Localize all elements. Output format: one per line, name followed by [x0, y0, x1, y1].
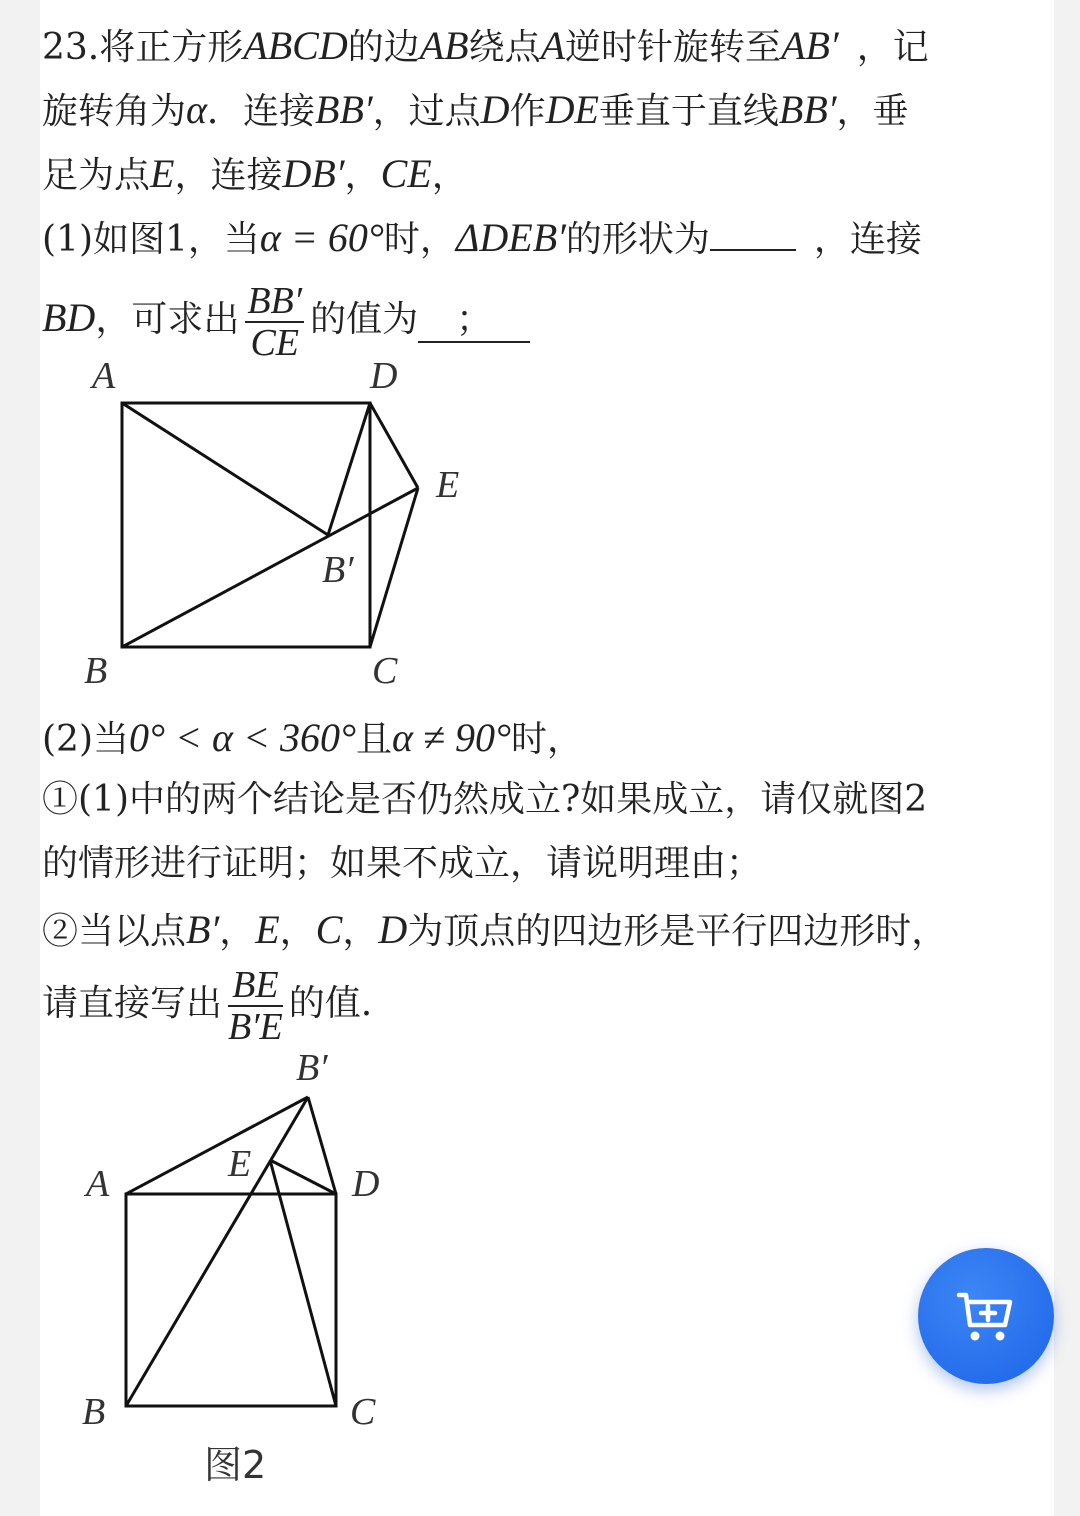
figure-2: [0, 1040, 460, 1500]
segment-db-prime: [328, 403, 370, 535]
answer-blank-shape: [710, 249, 796, 251]
add-to-cart-button[interactable]: [918, 1248, 1054, 1384]
figure-2-label-e: E: [228, 1143, 252, 1185]
figure-1-label-a: A: [92, 355, 116, 397]
problem-line-2: 旋转角为α．连接BB′，过点D作DE垂直于直线BB′，垂: [42, 87, 909, 132]
part-2-line: (2)当0° < α < 360°且α ≠ 90°时，: [42, 715, 583, 760]
line-bb-prime: [126, 1097, 308, 1406]
figure-1-label-c: C: [372, 650, 398, 692]
figure-2-label-b: B: [82, 1391, 106, 1433]
line-bb-prime-e: [122, 488, 418, 647]
figure-1-label-d: D: [370, 355, 398, 397]
segment-de: [370, 403, 418, 488]
question-2-line-2: 请直接写出 $\frac{BE}{B'E}$ 的值.: [42, 964, 373, 1048]
segment-b-prime-d: [308, 1097, 336, 1194]
figure-2-label-b-prime: B′: [296, 1047, 328, 1089]
problem-line-3: 足为点E，连接DB′，CE，: [42, 151, 468, 196]
question-2-line-1: ②当以点B′，E，C，D为顶点的四边形是平行四边形时，: [42, 907, 948, 952]
square-abcd: [122, 403, 370, 647]
cart-plus-icon: [955, 1285, 1017, 1347]
figure-1-label-b: B: [84, 650, 108, 692]
answer-blank-ratio: ；: [418, 298, 530, 343]
segment-ab-prime: [122, 403, 328, 535]
figure-1-label-b-prime: B′: [322, 549, 354, 591]
segment-ce: [370, 488, 418, 647]
part-1-line-2: BD，可求出 $\frac{BB'}{CE}$ 的值为 ；: [42, 282, 530, 362]
fraction-be-over-bpe: $\frac{BE}{B'E}$: [228, 964, 283, 1048]
segment-ce: [270, 1160, 336, 1406]
figure-1-lines: [122, 403, 418, 647]
problem-line-1: 23.将正方形ABCD的边AB绕点A逆时针旋转至AB′ ，记: [42, 23, 929, 68]
question-1-line-1: ①(1)中的两个结论是否仍然成立?如果成立，请仅就图2: [42, 779, 928, 820]
figure-1-label-e: E: [436, 464, 460, 506]
figure-2-label-c: C: [350, 1391, 376, 1433]
part-1-line-1: (1)如图1，当α = 60°时，ΔDEB′的形状为 ，连接: [42, 215, 922, 260]
figure-1: [0, 340, 520, 700]
figure-2-label-a: A: [86, 1163, 110, 1205]
question-1-line-2: 的情形进行证明；如果不成立，请说明理由；: [42, 843, 763, 884]
figure-2-caption: 图2: [204, 1443, 267, 1487]
fraction-bb-over-ce: $\frac{BB'}{CE}$: [247, 280, 303, 364]
figure-2-label-d: D: [352, 1163, 380, 1205]
